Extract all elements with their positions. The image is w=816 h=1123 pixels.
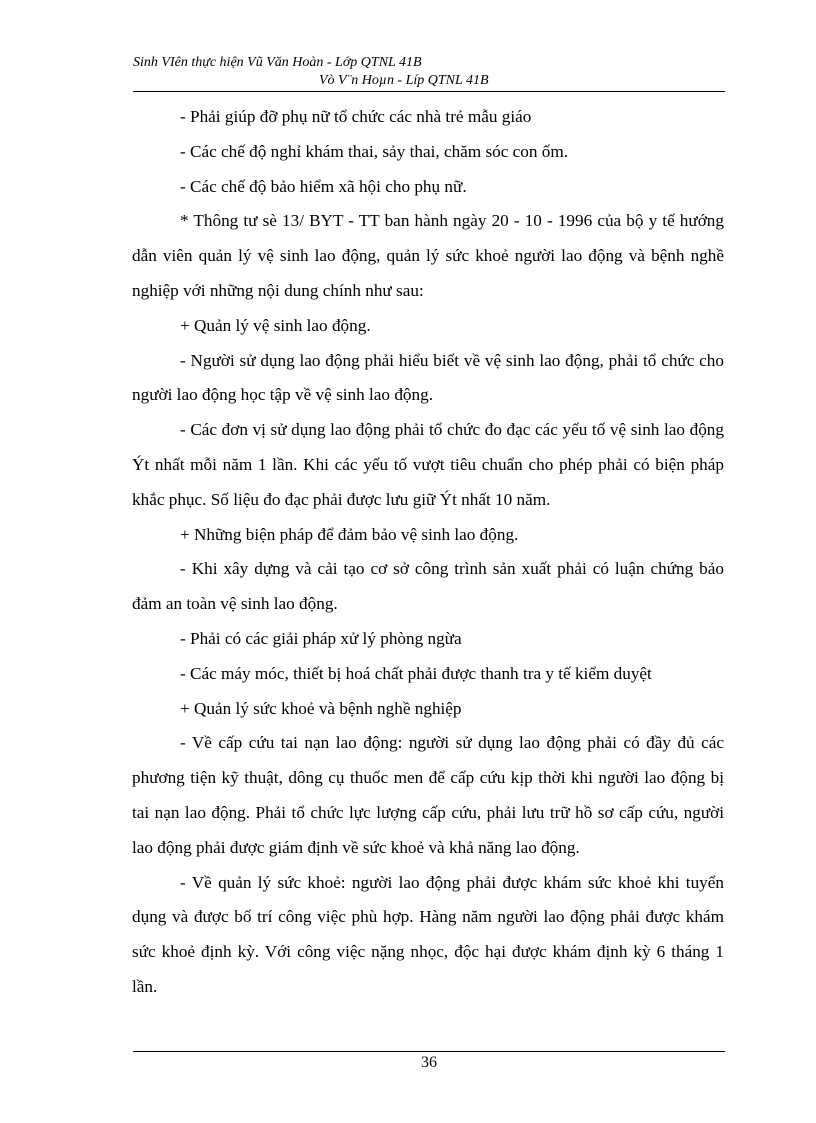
paragraph: - Các chế độ bảo hiểm xã hội cho phụ nữ. [180,176,467,196]
page-number: 36 [421,1054,437,1071]
paragraph: * Thông tư sè 13/ BYT - TT ban hành ngày 20 - 10 - 1996 của bộ y tế hướng dẫn viên quản lý vệ sinh lao động, quản lý sức khoẻ người lao động và bệnh nghề nghiệp với những nội dung chính như sau: [132,211,724,300]
paragraph: - Các máy móc, thiết bị hoá chất phải được thanh tra y tế kiểm duyệt [180,663,652,683]
paragraph: - Các chế độ nghỉ khám thai, sảy thai, chăm sóc con ốm. [180,141,569,161]
paragraph: - Phải giúp đỡ phụ nữ tổ chức các nhà trẻ mẫu giáo [180,107,532,126]
paragraph: + Những biện pháp để đảm bảo vệ sinh lao động. [180,524,519,544]
paragraph: - Về cấp cứu tai nạn lao động: người sử dụng lao động phải có đầy đủ các phương tiện kỹ thuật, dông cụ thuốc men để cấp cứu kịp thời khi người lao động bị tai nạn lao động. Phải tổ chức lực lượng cấp cứu, phải lưu trữ hồ sơ cấp cứu, người lao động phải được giám định về sức khoẻ và khả năng lao động. [132,733,724,857]
header-author-line-garbled: Vò V¨n Hoµn - Líp QTNL 41B [319,73,489,88]
paragraph: - Về quản lý sức khoẻ: người lao động phải được khám sức khoẻ khi tuyển dụng và được bố trí công việc phù hợp. Hàng năm người lao động phải được khám sức khoẻ định kỳ. Với công việc nặng nhọc, độc hại được khám định kỳ 6 tháng 1 lần. [132,872,724,996]
header-divider [133,91,725,92]
paragraph: - Các đơn vị sử dụng lao động phải tổ chức đo đạc các yếu tố vệ sinh lao động Ýt nhất mỗi năm 1 lần. Khi các yếu tố vượt tiêu chuẩn cho phép phải có biện pháp khắc phục. Số liệu đo đạc phải được lưu giữ Ýt nhất 10 năm. [132,420,724,509]
paragraph: - Người sử dụng lao động phải hiểu biết về vệ sinh lao động, phải tổ chức cho người lao động học tập về vệ sinh lao động. [132,350,724,405]
paragraph: + Quản lý vệ sinh lao động. [180,315,371,335]
document-body [132,100,724,1005]
paragraph: - Phải có các giải pháp xử lý phòng ngừa [180,628,462,648]
paragraph: - Khi xây dựng và cải tạo cơ sở công trình sản xuất phải có luận chứng bảo đảm an toàn vệ sinh lao động. [132,559,724,614]
paragraph: + Quản lý sức khoẻ và bệnh nghề nghiệp [180,698,462,718]
footer-divider [133,1051,725,1052]
header-author-line: Sinh VIên thực hiện Vũ Văn Hoàn - Lớp QTNL 41B [133,55,422,70]
page-header [133,54,725,90]
